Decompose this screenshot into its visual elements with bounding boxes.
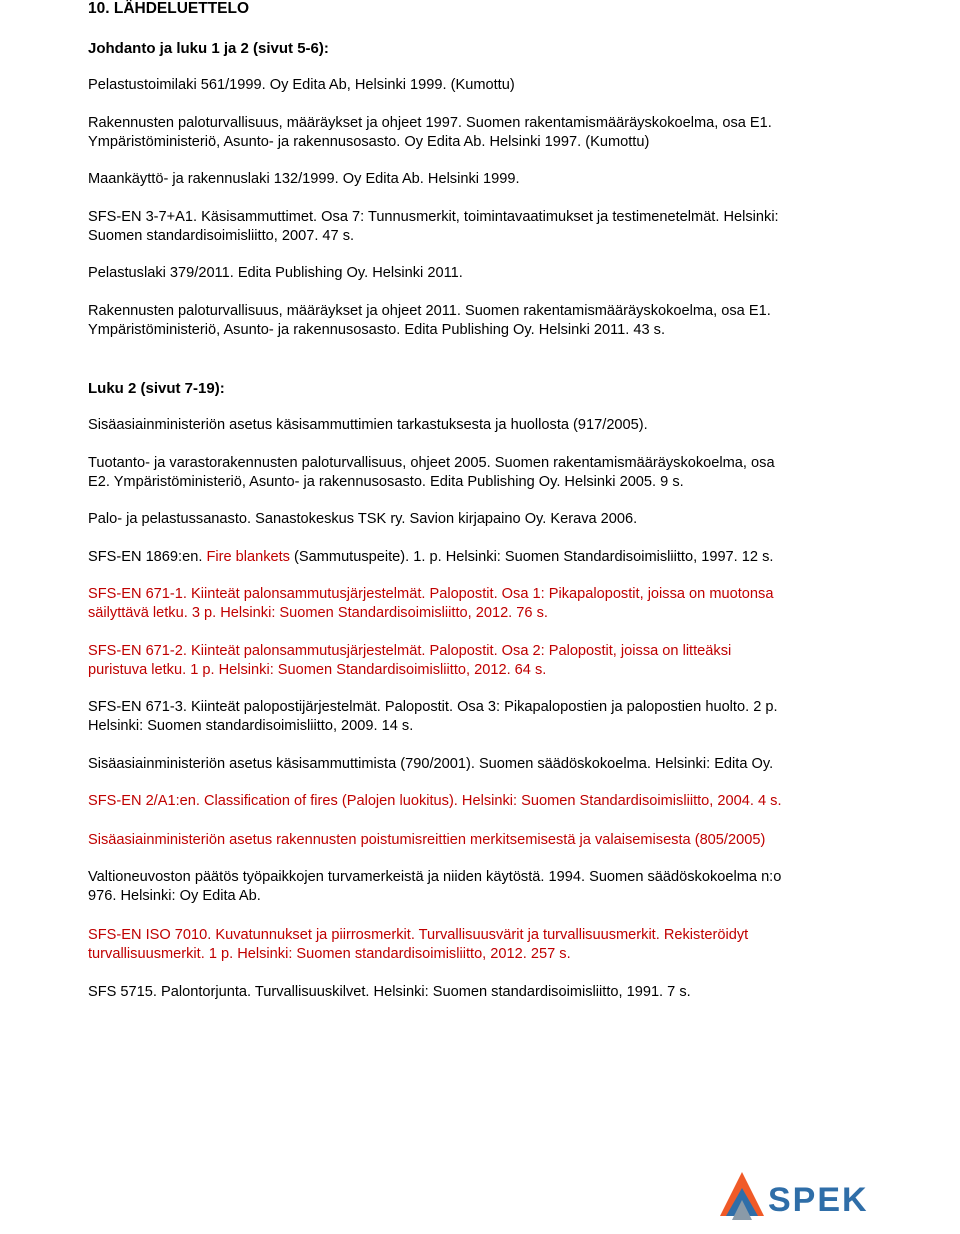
reference-entry [88,983,878,1002]
reference-line [88,510,878,529]
reference-line [88,264,878,283]
reference-entry [88,548,878,567]
reference-line [88,755,878,774]
reference-line [88,717,878,736]
reference-text: Pelastustoimilaki 561/1999. Oy Edita Ab, Helsinki 1999. (Kumottu) [88,77,515,93]
reference-line [88,831,878,850]
reference-text: SFS 5715. Palontorjunta. Turvallisuuskilvet. Helsinki: Suomen standardisoimisliitto, 1991. 7 s. [88,984,691,1000]
reference-text: Valtioneuvoston päätös työpaikkojen turvamerkeistä ja niiden käytöstä. 1994. Suomen säädöskokoelma n:o [88,869,782,885]
reference-entry [88,698,878,736]
reference-entry [88,926,878,964]
reference-line [88,208,878,227]
reference-line [88,302,878,321]
reference-entry [88,302,878,340]
reference-line [88,416,878,435]
spek-logo [718,1168,878,1228]
reference-entry [88,76,878,95]
reference-text: Ympäristöministeriö, Asunto- ja rakennusosasto. Edita Publishing Oy. Helsinki 2011. 43 s. [88,322,666,338]
reference-text: Tuotanto- ja varastorakennusten paloturvallisuus, ohjeet 2005. Suomen rakentamismääräyskokoelma, osa [88,455,775,471]
reference-text: SFS-EN ISO 7010. Kuvatunnukset ja piirrosmerkit. Turvallisuusvärit ja turvallisuusmerkit. Rekisteröidyt [88,927,749,943]
reference-line [88,945,878,964]
reference-entry [88,585,878,623]
reference-line [88,227,878,246]
reference-line [88,473,878,492]
reference-text: Helsinki: Suomen standardisoimisliitto, 2009. 14 s. [88,718,414,734]
reference-text: (Sammutuspeite). 1. p. Helsinki: Suomen Standardisoimisliitto, 1997. 12 s. [289,549,774,565]
reference-text: Fire blankets [206,549,290,565]
reference-text: Pelastuslaki 379/2011. Edita Publishing Oy. Helsinki 2011. [88,265,463,281]
reference-text: SFS-EN 3-7+A1. Käsisammuttimet. Osa 7: Tunnusmerkit, toimintavaatimukset ja testimenetelmät. Helsinki: [88,209,779,225]
reference-line [88,76,878,95]
reference-line [88,698,878,717]
reference-entry [88,792,878,811]
reference-entry [88,868,878,906]
section-2-title: Luku 2 (sivut 7-19): [88,380,225,397]
reference-line [88,642,878,661]
reference-entry [88,642,878,680]
reference-text: turvallisuusmerkit. 1 p. Helsinki: Suomen standardisoimisliitto, 2012. 257 s. [88,946,571,962]
reference-line [88,585,878,604]
reference-text: säilyttävä letku. 3 p. Helsinki: Suomen Standardisoimisliitto, 2012. 76 s. [88,605,548,621]
reference-text: Sisäasiainministeriön asetus käsisammuttimien tarkastuksesta ja huollosta (917/2005). [88,417,648,433]
reference-line [88,133,878,152]
reference-text: Maankäyttö- ja rakennuslaki 132/1999. Oy Edita Ab. Helsinki 1999. [88,171,520,187]
reference-line [88,983,878,1002]
reference-entry [88,831,878,850]
reference-entry [88,264,878,283]
reference-text: SFS-EN 671-3. Kiinteät palopostijärjestelmät. Palopostit. Osa 3: Pikapalopostien ja palopostien huolto. 2 p. [88,699,778,715]
reference-text: SFS-EN 671-2. Kiinteät palonsammutusjärjestelmät. Palopostit. Osa 2: Palopostit, joissa on litteäksi [88,643,732,659]
reference-entry [88,416,878,435]
reference-line [88,887,878,906]
reference-text: Sisäasiainministeriön asetus rakennusten poistumisreittien merkitsemisestä ja valaisemisesta (805/2005) [88,832,766,848]
reference-entry [88,114,878,152]
reference-text: puristuva letku. 1 p. Helsinki: Suomen Standardisoimisliitto, 2012. 64 s. [88,662,547,678]
reference-line [88,604,878,623]
reference-entry [88,208,878,246]
reference-text: SFS-EN 1869:en. [88,549,207,565]
reference-text: 976. Helsinki: Oy Edita Ab. [88,888,261,904]
reference-entry [88,510,878,529]
reference-entry [88,755,878,774]
reference-entry [88,454,878,492]
reference-entry [88,170,878,189]
reference-line [88,321,878,340]
reference-text: Suomen standardisoimisliitto, 2007. 47 s. [88,228,355,244]
reference-text: Sisäasiainministeriön asetus käsisammuttimista (790/2001). Suomen säädöskokoelma. Helsinki: Edita Oy. [88,756,774,772]
reference-text: Rakennusten paloturvallisuus, määräykset ja ohjeet 1997. Suomen rakentamismääräyskokoelma, osa E1. [88,115,772,131]
reference-text: SFS-EN 2/A1:en. Classification of fires (Palojen luokitus). Helsinki: Suomen Standardisoimisliitto, 2004. 4 s. [88,793,782,809]
reference-line [88,454,878,473]
reference-line [88,114,878,133]
reference-line [88,926,878,945]
spek-logo-text: SPEK [768,1181,869,1219]
reference-line [88,170,878,189]
reference-line [88,792,878,811]
reference-line [88,661,878,680]
reference-text: E2. Ympäristöministeriö, Asunto- ja rakennusosasto. Edita Publishing Oy. Helsinki 2005. 9 s. [88,474,684,490]
reference-text: SFS-EN 671-1. Kiinteät palonsammutusjärjestelmät. Palopostit. Osa 1: Pikapalopostit, joissa on muotonsa [88,586,774,602]
reference-line [88,548,878,567]
reference-text: Rakennusten paloturvallisuus, määräykset ja ohjeet 2011. Suomen rakentamismääräyskokoelma, osa E1. [88,303,771,319]
reference-text: Ympäristöministeriö, Asunto- ja rakennusosasto. Oy Edita Ab. Helsinki 1997. (Kumottu) [88,134,650,150]
reference-text: Palo- ja pelastussanasto. Sanastokeskus TSK ry. Savion kirjapaino Oy. Kerava 2006. [88,511,638,527]
page-heading: 10. LÄHDELUETTELO [88,0,250,17]
section-1-title: Johdanto ja luku 1 ja 2 (sivut 5-6): [88,40,329,57]
reference-line [88,868,878,887]
